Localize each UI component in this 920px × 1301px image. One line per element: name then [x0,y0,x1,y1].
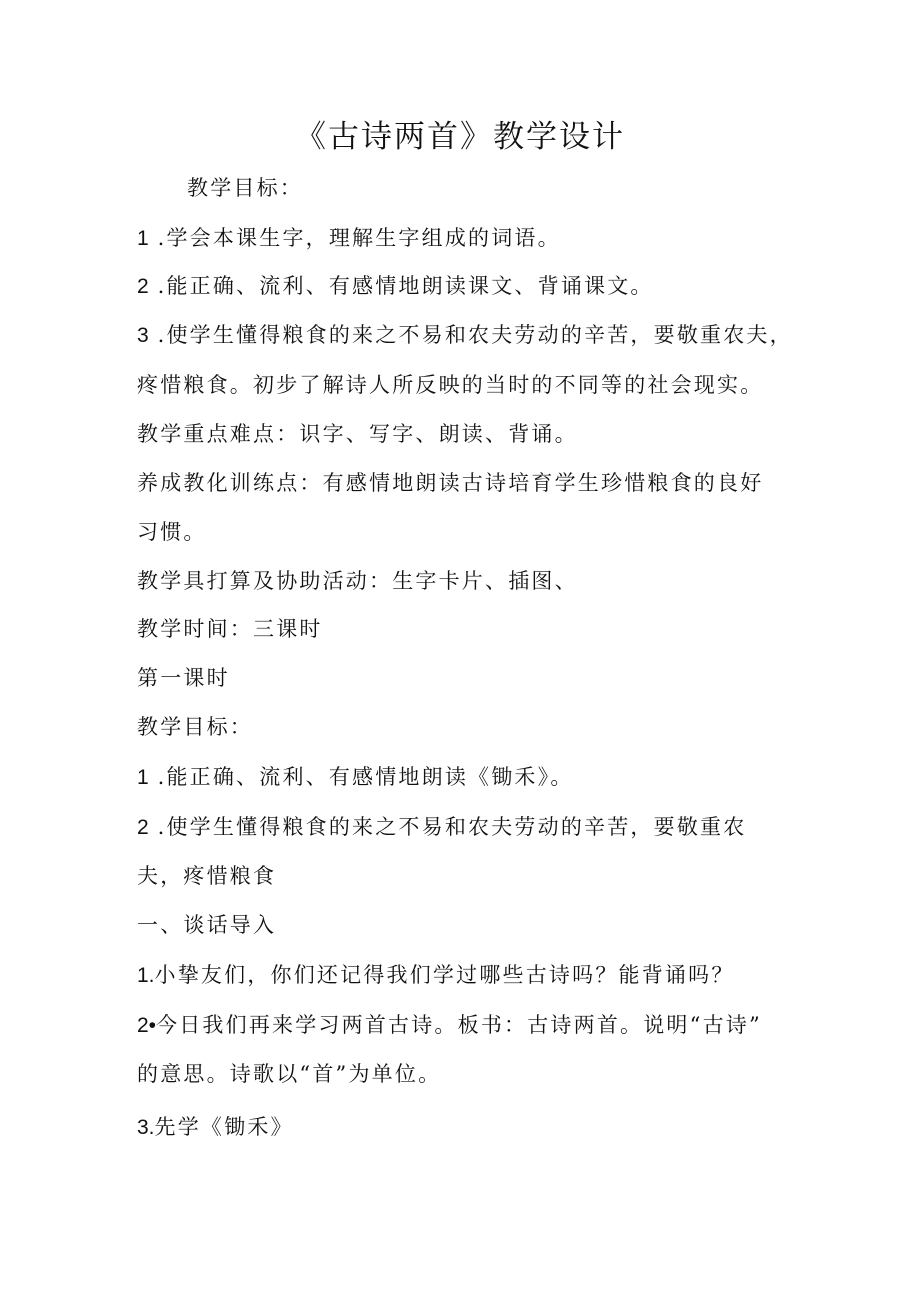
list-number: 3. [137,1116,155,1139]
paragraph-line [137,762,574,793]
line-text: 教学具打算及协助活动：生字卡片、插图、 [137,569,578,593]
list-number: 2 [137,816,149,839]
paragraph-line [137,223,561,254]
list-number: 3 [137,324,149,347]
line-text: .能正确、流利、有感情地朗读《锄禾》。 [148,765,574,789]
paragraph-line [137,271,654,302]
list-number: 1. [137,964,155,987]
paragraph-line [137,419,578,449]
line-text: 今日我们再来学习两首古诗。板书：古诗两首。说明“古诗” [156,1013,762,1037]
line-text: 的意思。诗歌以“首”为单位。 [137,1062,442,1086]
line-text: 习惯。 [137,520,207,544]
line-text: 夫，疼惜粮食 [137,864,277,888]
list-number: 2• [137,1014,157,1037]
paragraph-line [137,320,793,351]
line-text: .学会本课生字，理解生字组成的词语。 [148,226,561,250]
line-text: 第一课时 [137,666,230,690]
line-text: .使学生懂得粮食的来之不易和农夫劳动的辛苦，要敬重农夫， [148,323,793,347]
paragraph-line [137,517,207,547]
line-text: 先学《锄禾》 [154,1115,294,1139]
line-text: .能正确、流利、有感情地朗读课文、背诵课文。 [148,274,654,298]
line-text: 教学重点难点：识字、写字、朗读、背诵。 [137,422,578,446]
paragraph-line [137,663,230,693]
paragraph-line [187,173,303,203]
line-text: 教学时间：三课时 [137,617,323,641]
document-title: 《古诗两首》教学设计 [295,119,625,155]
paragraph-line [137,910,276,940]
line-text: 一、谈话导入 [137,913,277,937]
paragraph-line [137,861,276,891]
line-text: 疼惜粮食。初步了解诗人所反映的当时的不同等的社会现实。 [137,373,764,397]
list-number: 1 [137,227,149,250]
paragraph-line [137,468,763,498]
paragraph-line [137,1059,441,1089]
line-text: 教学目标： [137,715,253,739]
line-text: 教学目标： [187,176,303,200]
paragraph-line [137,712,253,742]
paragraph-line [137,566,578,596]
paragraph-line [137,1112,294,1143]
line-text: 养成教化训练点：有感情地朗读古诗培育学生珍惜粮食的良好 [137,471,764,495]
paragraph-line [137,960,735,991]
list-number: 2 [137,275,149,298]
paragraph-line [137,812,746,843]
line-text: .使学生懂得粮食的来之不易和农夫劳动的辛苦，要敬重农 [148,815,747,839]
paragraph-line [137,1010,762,1041]
list-number: 1 [137,766,149,789]
paragraph-line [137,614,323,644]
paragraph-line [137,370,763,400]
line-text: 小挚友们，你们还记得我们学过哪些古诗吗？能背诵吗？ [154,963,735,987]
